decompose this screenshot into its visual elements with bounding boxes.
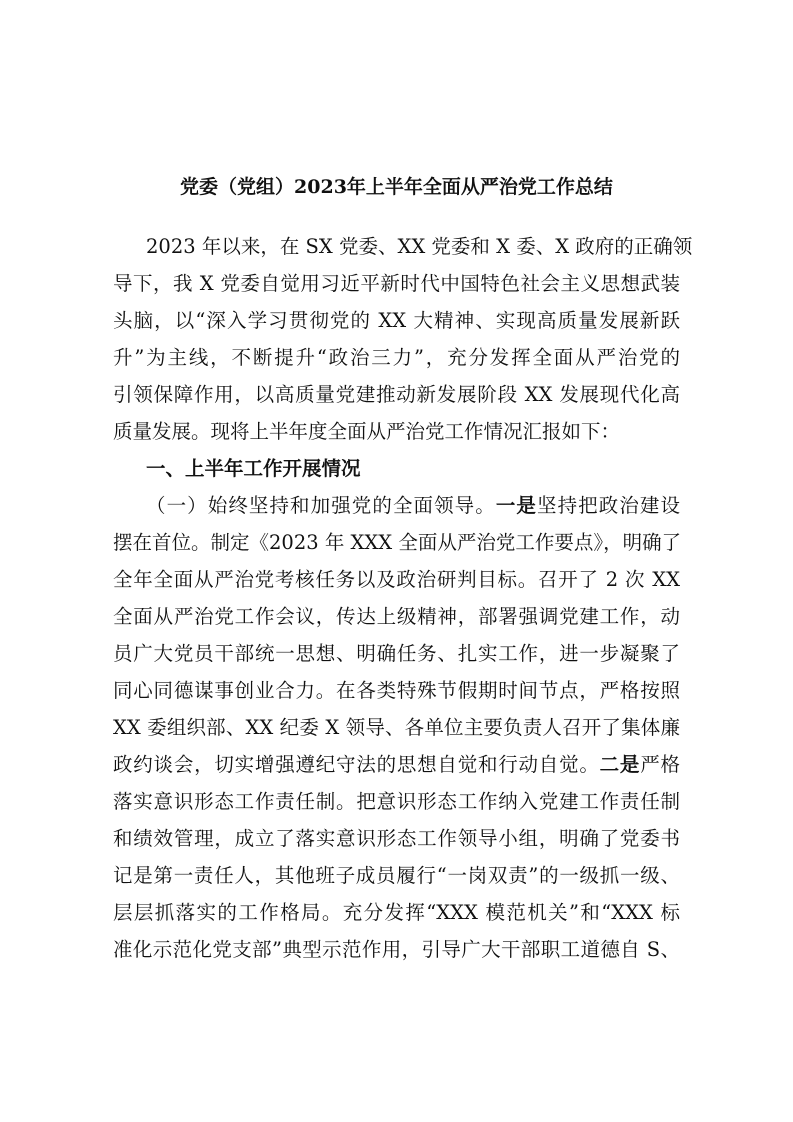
text-segment: 全面从严治党工作会议，传达上级精神，部署强调党建工作，动 [113, 605, 680, 628]
text-line [146, 228, 693, 265]
document-title: 党委（党组）2023年上半年全面从严治党工作总结 [180, 176, 613, 198]
text-segment: 全年全面从严治党考核任务以及政治研判目标。召开了 2 次 XX [113, 568, 680, 591]
text-line [113, 857, 680, 894]
text-line [113, 524, 680, 561]
text-line [113, 931, 680, 968]
text-segment: 落实意识形态工作责任制。把意识形态工作纳入党建工作责任制 [113, 790, 680, 813]
text-segment: 员广大党员干部统一思想、明确任务、扎实工作，进一步凝聚了 [113, 642, 680, 665]
text-line [113, 561, 680, 598]
bold-text: 一是 [495, 494, 538, 517]
text-segment: 摆在首位。制定《2023 年 XXX 全面从严治党工作要点》，明确了 [113, 531, 682, 554]
section-heading [146, 450, 680, 487]
text-line [113, 672, 680, 709]
text-segment: 政约谈会，切实增强遵纪守法的思想自觉和行动自觉。 [113, 753, 600, 776]
text-segment: 头脑，以“深入学习贯彻党的 XX 大精神、实现高质量发展新跃 [113, 309, 680, 332]
text-segment: 严格 [640, 753, 680, 776]
text-segment: （一）始终坚持和加强党的全面领导。 [146, 494, 496, 517]
text-line [113, 376, 680, 413]
text-segment: 和绩效管理，成立了落实意识形态工作领导小组，明确了党委书 [113, 827, 680, 850]
text-segment: 导下，我 X 党委自觉用习近平新时代中国特色社会主义思想武装 [113, 272, 680, 295]
text-line [146, 487, 680, 524]
text-line [113, 635, 680, 672]
text-line [113, 265, 680, 302]
text-line [113, 746, 680, 783]
text-segment: 2023 年以来，在 SX 党委、XX 党委和 X 委、X 政府的正确领 [146, 235, 693, 258]
text-segment: 同心同德谋事创业合力。在各类特殊节假期时间节点，严格按照 [113, 679, 680, 702]
text-line [113, 894, 680, 931]
text-segment: 层层抓落实的工作格局。充分发挥“XXX 模范机关”和“XXX 标 [113, 901, 680, 924]
bold-text: 二是 [599, 753, 641, 776]
text-line [113, 598, 680, 635]
text-segment: 记是第一责任人，其他班子成员履行“一岗双责”的一级抓一级、 [113, 864, 680, 887]
text-line [113, 413, 680, 450]
text-segment: 准化示范化党支部”典型示范作用，引导广大干部职工道德自 S、 [113, 938, 680, 961]
text-segment: 质量发展。现将上半年度全面从严治党工作情况汇报如下： [113, 420, 621, 443]
text-line [113, 339, 680, 376]
text-segment: 一、上半年工作开展情况 [146, 457, 361, 480]
text-segment: 引领保障作用，以高质量党建推动新发展阶段 XX 发展现代化高 [113, 383, 680, 406]
text-segment: XX 委组织部、XX 纪委 X 领导、各单位主要负责人召开了集体廉 [113, 716, 680, 739]
text-segment: 升”为主线，不断提升“政治三力”，充分发挥全面从严治党的 [113, 346, 680, 369]
text-line [113, 783, 680, 820]
text-line [113, 302, 680, 339]
text-line [113, 820, 680, 857]
text-segment: 坚持把政治建设 [537, 494, 680, 517]
text-line [113, 709, 680, 746]
